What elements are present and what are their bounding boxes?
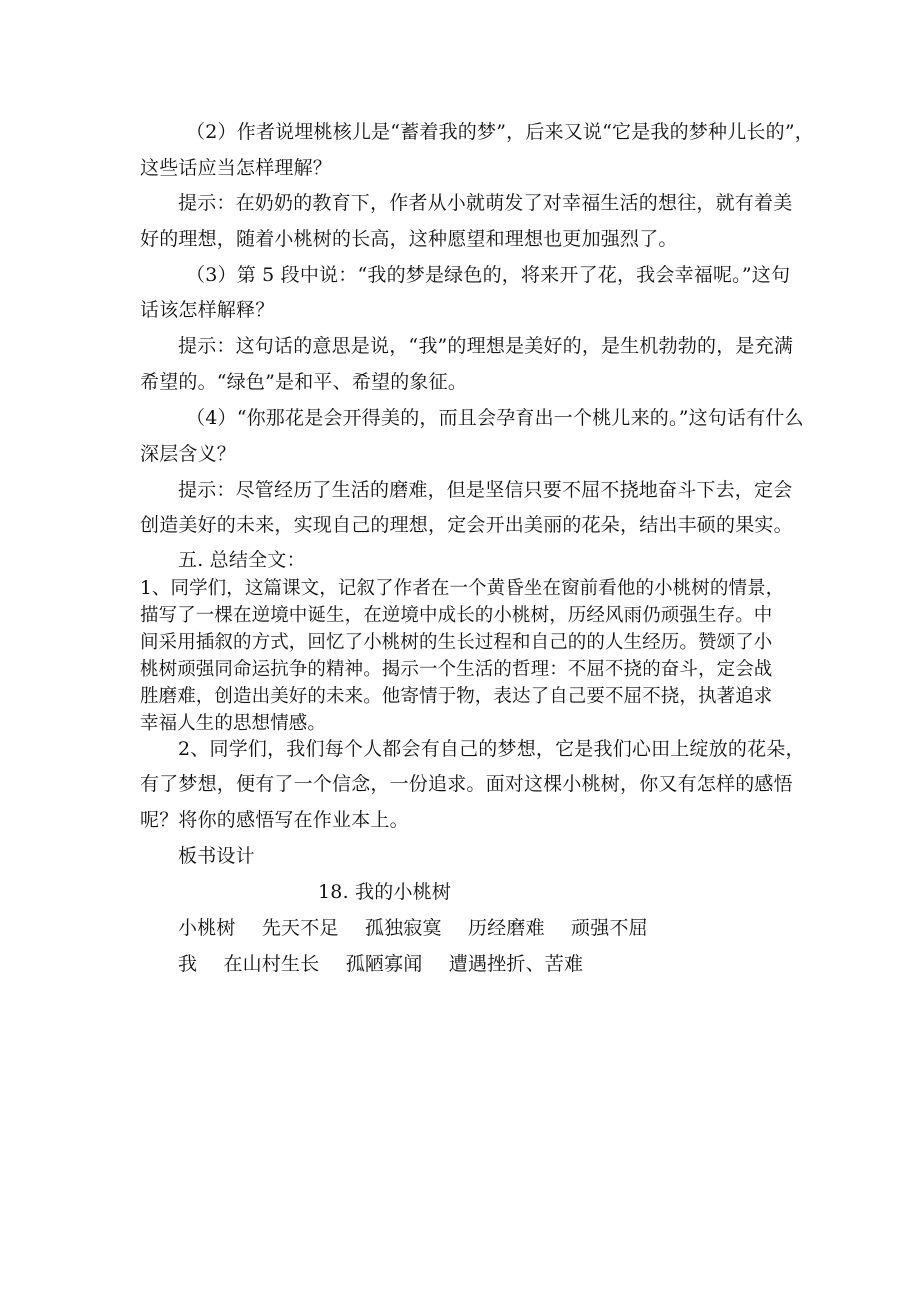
- summary-paragraph-1-line: 胜磨难，创造出美好的未来。他寄情于物，表达了自己要不屈不挠，执著追求: [140, 686, 773, 707]
- summary-paragraph-1-line: 描写了一棵在逆境中诞生，在逆境中成长的小桃树，历经风雨仍顽强生存。中: [140, 605, 773, 626]
- summary-paragraph-1-line: 间采用插叙的方式，回忆了小桃树的生长过程和自己的的人生经历。赞颂了小: [140, 632, 773, 653]
- board-cell: 在山村生长: [223, 953, 320, 975]
- hint-3-line-2: 希望的。“绿色”是和平、希望的象征。: [140, 371, 468, 393]
- board-cell: 我: [178, 953, 198, 975]
- board-design-heading: 板书设计: [178, 845, 255, 867]
- board-cell: 先天不足: [261, 917, 339, 939]
- board-title: 18. 我的小桃树: [318, 881, 452, 903]
- board-row-1: [178, 917, 668, 939]
- summary-paragraph-1-line: 幸福人生的思想情感。: [140, 713, 327, 734]
- question-2-line-2: 这些话应当怎样理解？: [140, 157, 333, 179]
- summary-paragraph-2-line: 2、同学们，我们每个人都会有自己的梦想，它是我们心田上绽放的花朵，: [178, 738, 805, 760]
- question-3-line-2: 话该怎样解释？: [140, 299, 275, 321]
- board-cell: 遭遇挫折、苦难: [448, 953, 584, 975]
- summary-paragraph-1-line: 桃树顽强同命运抗争的精神。揭示一个生活的哲理：不屈不挠的奋斗，定会战: [140, 659, 773, 680]
- hint-2-line-1: 提示：在奶奶的教育下，作者从小就萌发了对幸福生活的想往，就有着美: [178, 192, 793, 214]
- question-4-line-1: （4）“你那花是会开得美的，而且会孕育出一个桃儿来的。”这句话有什么: [186, 407, 804, 429]
- hint-3-line-1: 提示：这句话的意思是说，“我”的理想是美好的，是生机勃勃的，是充满: [178, 335, 794, 357]
- summary-paragraph-1-line: 1、同学们，这篇课文，记叙了作者在一个黄昏坐在窗前看他的小桃树的情景，: [140, 578, 785, 599]
- question-3-line-1: （3）第 5 段中说：“我的梦是绿色的，将来开了花，我会幸福呢。”这句: [186, 264, 791, 286]
- board-cell: 孤独寂寞: [364, 917, 442, 939]
- hint-2-line-2: 好的理想，随着小桃树的长高，这种愿望和理想也更加强烈了。: [140, 228, 678, 250]
- hint-4-line-2: 创造美好的未来，实现自己的理想，定会开出美丽的花朵，结出丰硕的果实。: [140, 514, 793, 536]
- summary-paragraph-2-line: 呢？将你的感悟写在作业本上。: [140, 809, 409, 831]
- board-cell: 小桃树: [178, 917, 236, 939]
- board-cell: 历经磨难: [467, 917, 545, 939]
- board-cell: 孤陋寡闻: [345, 953, 423, 975]
- question-2-line-1: （2）作者说埋桃核儿是“蓄着我的梦”，后来又说“它是我的梦种儿长的”，: [186, 121, 814, 143]
- board-cell: 顽强不屈: [571, 917, 648, 939]
- question-4-line-2: 深层含义？: [140, 443, 237, 465]
- summary-heading: 五. 总结全文：: [178, 549, 306, 571]
- summary-paragraph-2-line: 有了梦想，便有了一个信念，一份追求。面对这棵小桃树，你又有怎样的感悟: [140, 773, 793, 795]
- board-row-2: [178, 953, 603, 975]
- hint-4-line-1: 提示：尽管经历了生活的磨难，但是坚信只要不屈不挠地奋斗下去，定会: [178, 479, 793, 501]
